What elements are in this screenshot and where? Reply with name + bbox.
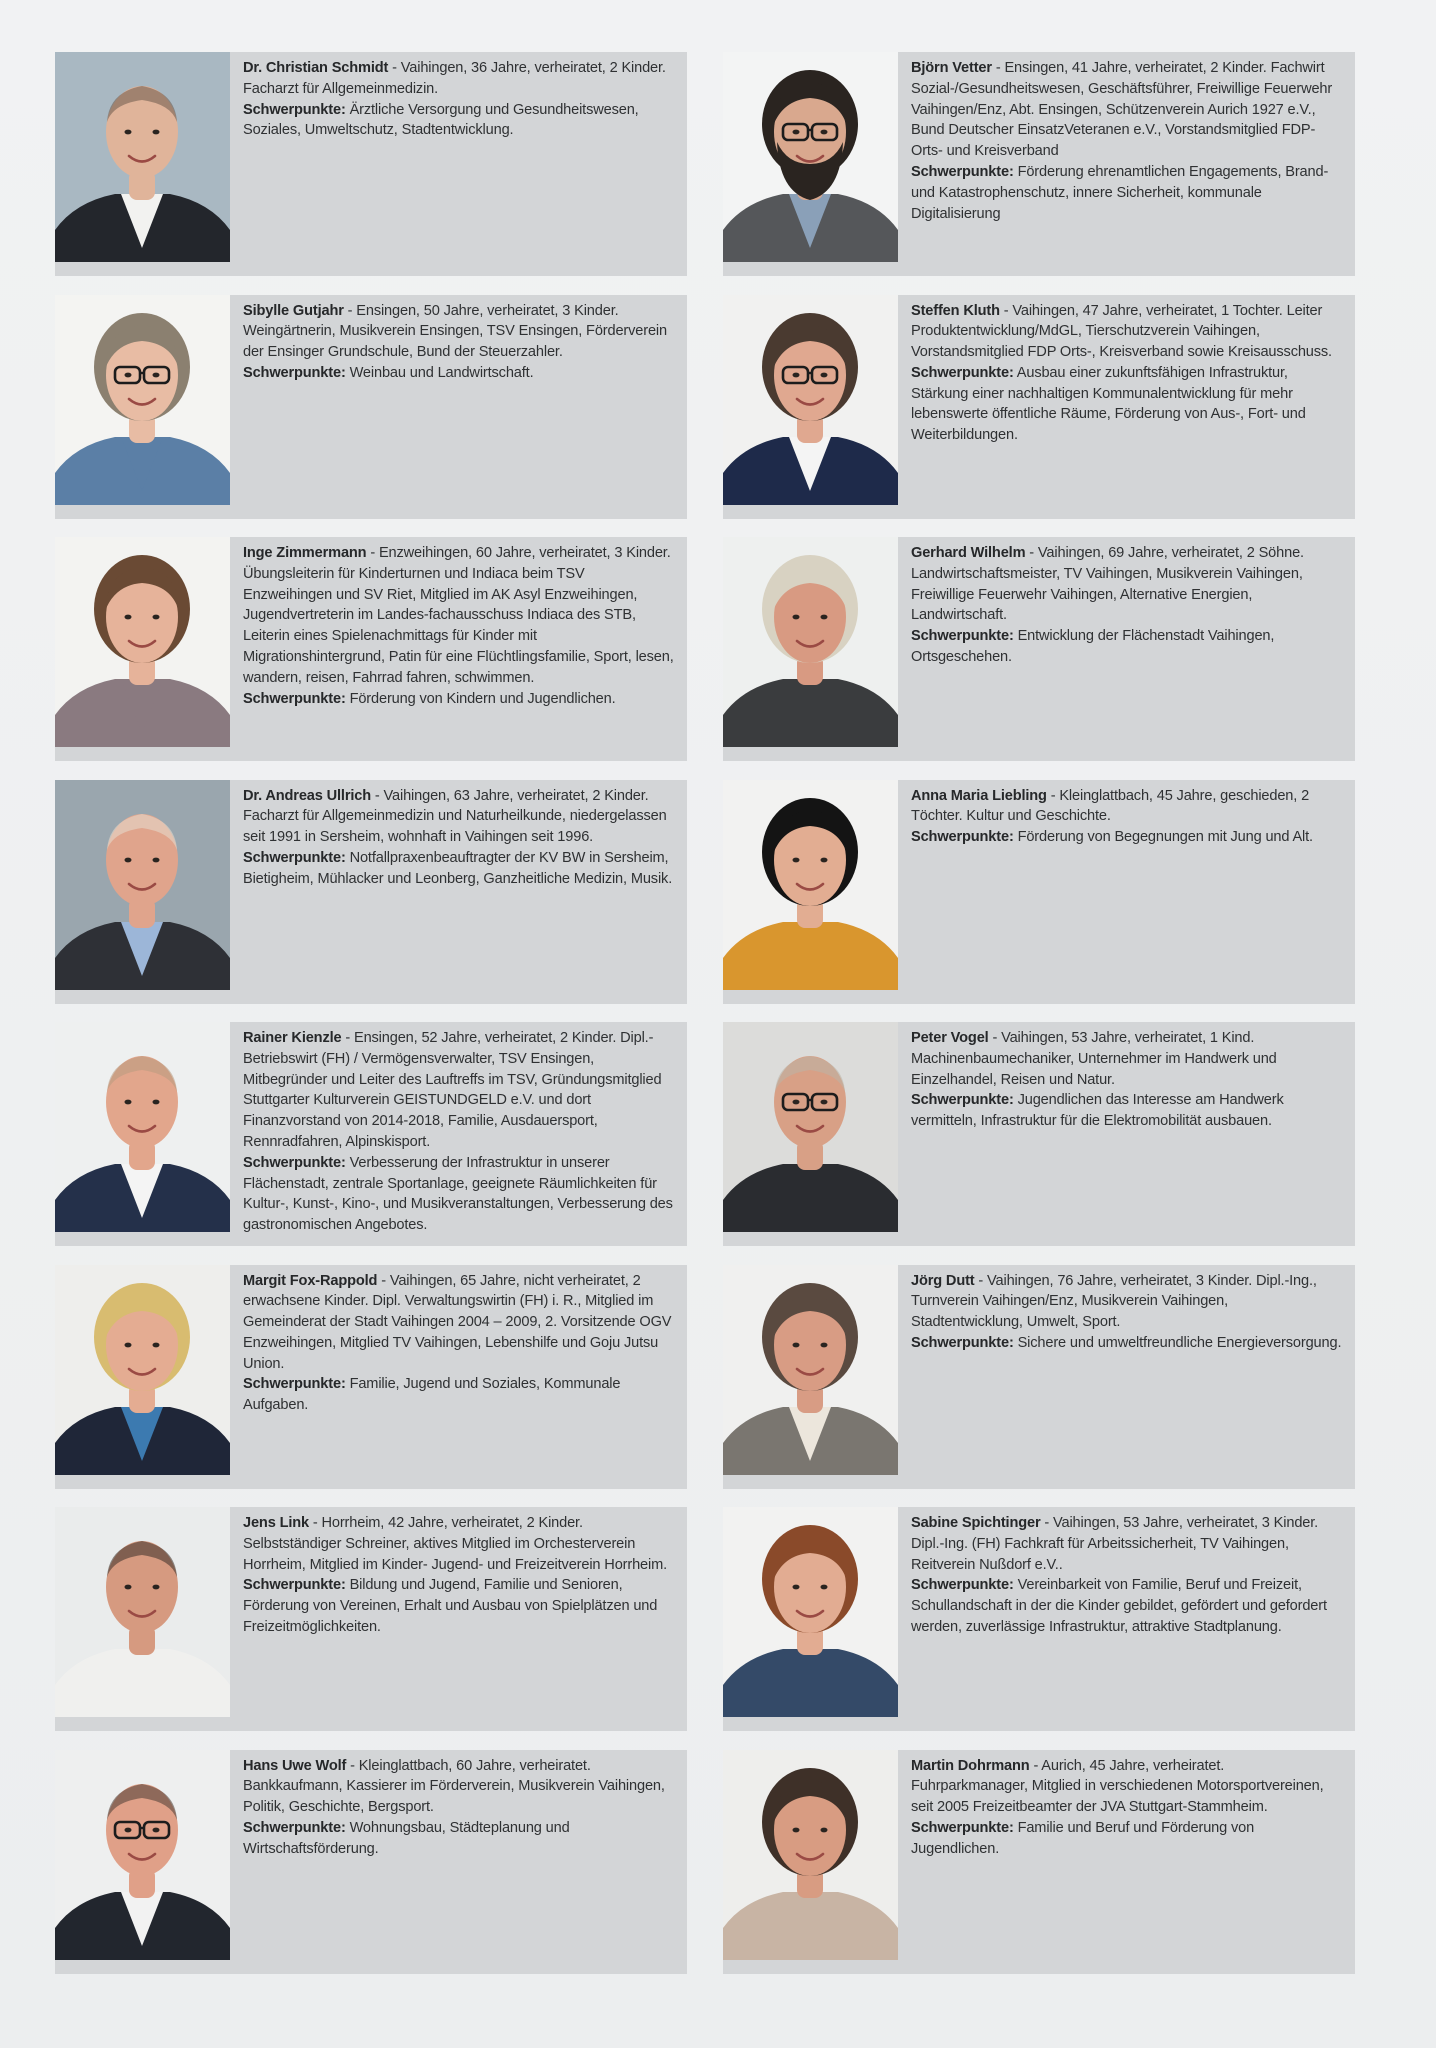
candidate-photo xyxy=(55,780,230,990)
eye-right xyxy=(153,1827,160,1832)
candidate-focus xyxy=(243,1153,675,1236)
candidate-name: Gerhard Wilhelm xyxy=(911,545,1026,561)
candidate-intro: - Vaihingen, 53 Jahre, verheiratet, 3 Kinder. Dipl.-Ing. (FH) Fachkraft für Arbeitssicherheit, TV Vaihingen, Reitverein Nußdorf e.V.. xyxy=(911,1515,1319,1573)
eye-right xyxy=(153,130,160,135)
portrait-illustration xyxy=(55,1022,230,1232)
focus-label: Schwerpunkte: xyxy=(911,628,1014,645)
eye-left xyxy=(793,1342,800,1347)
candidate-text xyxy=(898,1507,1355,1731)
candidate-name: Hans Uwe Wolf xyxy=(243,1757,347,1774)
candidate-text xyxy=(898,537,1355,761)
eye-right xyxy=(153,1342,160,1347)
portrait-illustration xyxy=(55,1507,230,1717)
eye-right xyxy=(153,1585,160,1590)
eye-right xyxy=(821,615,828,620)
focus-label: Schwerpunkte: xyxy=(911,1092,1014,1109)
eye-left xyxy=(125,1100,132,1105)
candidate-intro: - Aurich, 45 Jahre, verheiratet. Fuhrparkmanager, Mitglied in verschiedenen Motorsportvereinen, seit 2005 Freizeitbeamter der JVA Stuttgart-Stammheim. xyxy=(911,1757,1324,1816)
focus-label: Schwerpunkte: xyxy=(911,163,1014,180)
portrait-illustration xyxy=(723,1750,898,1960)
candidate-text xyxy=(898,52,1355,276)
candidate-card xyxy=(55,1022,687,1246)
candidate-text xyxy=(898,780,1355,1004)
candidate-focus-text: Förderung ehrenamtlichen Engagements, Brand- und Katastrophenschutz, innere Sicherheit, kommunale Digitalisierung xyxy=(911,163,1329,222)
eye-left xyxy=(125,615,132,620)
eye-right xyxy=(153,615,160,620)
candidate-photo xyxy=(55,1750,230,1960)
candidate-photo xyxy=(723,1265,898,1475)
candidate-name: Rainer Kienzle xyxy=(243,1030,342,1046)
candidate-text xyxy=(898,1265,1355,1489)
candidate-card xyxy=(55,1507,687,1731)
candidate-intro: - Kleinglattbach, 45 Jahre, geschieden, 2 Töchter. Kultur und Geschichte. xyxy=(911,787,1310,825)
candidate-focus-text: Verbesserung der Infrastruktur in unserer Flächenstadt, zentrale Sportanlage, geeignete Räumlichkeiten für Kultur-, Kunst-, Kino-, und Musikveranstaltungen, Verbesserung des gastronomischen Angebotes. xyxy=(243,1154,673,1234)
candidate-focus-text: Jugendlichen das Interesse am Handwerk vermitteln, Infrastruktur für die Elektromobilität ausbauen. xyxy=(911,1092,1284,1130)
candidate-name: Martin Dohrmann xyxy=(911,1757,1030,1774)
candidate-bio xyxy=(243,58,675,100)
candidate-name: Dr. Andreas Ullrich xyxy=(243,787,371,804)
candidate-intro: - Vaihingen, 69 Jahre, verheiratet, 2 Söhne. Landwirtschaftsmeister, TV Vaihingen, Musikverein Vaihingen, Freiwillige Feuerwehr Vaihingen, Alternative Energien, Landwirtschaft. xyxy=(911,545,1304,624)
candidate-intro: - Vaihingen, 47 Jahre, verheiratet, 1 Tochter. Leiter Produktentwicklung/MdGL, Tierschutzverein Vaihingen, Vorstandsmitglied FDP Orts-, Kreisverband sowie Kreisausschuss. xyxy=(911,302,1332,361)
candidate-intro: - Vaihingen, 76 Jahre, verheiratet, 3 Kinder. Dipl.-Ing., Turnverein Vaihingen/Enz, Musikverein Vaihingen, Stadtentwicklung, Umwelt, Sport. xyxy=(911,1272,1317,1331)
candidate-bio xyxy=(911,1513,1343,1575)
candidate-intro: - Kleinglattbach, 60 Jahre, verheiratet. Bankkaufmann, Kassierer im Förderverein, Musikverein Vaihingen, Politik, Geschichte, Bergsport. xyxy=(243,1757,665,1816)
portrait-illustration xyxy=(723,295,898,505)
candidate-bio xyxy=(911,1271,1343,1333)
candidate-intro: - Enzweihingen, 60 Jahre, verheiratet, 3 Kinder. Übungsleiterin für Kinderturnen und Indiaca beim TSV Enzweihingen und SV Riet, Mitglied im AK Asyl Enzweihingen, Jugendvertreterin im Landes-fachausschuss Indiaca des STB, Leiterin eines Spielenachmittags für Kinder mit Migrationshintergrund, Patin für eine Flüchtlingsfamilie, Sport, lesen, wandern, reisen, Fahrrad fahren, schwimmen. xyxy=(243,545,674,686)
candidate-focus-text: Notfallpraxenbeauftragter der KV BW in Sersheim, Bietigheim, Mühlacker und Leonberg, Ganzheitliche Medizin, Musik. xyxy=(243,849,673,887)
portrait-illustration xyxy=(55,1265,230,1475)
eye-right xyxy=(821,1100,828,1105)
eye-left xyxy=(793,1100,800,1105)
candidate-intro: - Vaihingen, 63 Jahre, verheiratet, 2 Kinder. Facharzt für Allgemeinmedizin und Naturheilkunde, niedergelassen seit 1991 in Sersheim, wohnhaft in Vaihingen seit 1996. xyxy=(243,787,667,846)
candidate-photo xyxy=(723,1750,898,1960)
candidate-focus xyxy=(243,363,675,384)
candidate-focus-text: Förderung von Kindern und Jugendlichen. xyxy=(345,690,616,707)
candidate-card xyxy=(55,1750,687,1974)
candidate-focus xyxy=(911,626,1343,668)
eye-right xyxy=(821,130,828,135)
eye-right xyxy=(153,1100,160,1105)
candidate-text xyxy=(230,295,687,519)
candidate-bio xyxy=(243,786,675,848)
eye-right xyxy=(821,1827,828,1832)
candidate-intro: - Horrheim, 42 Jahre, verheiratet, 2 Kinder. Selbstständiger Schreiner, aktives Mitglied im Orchesterverein Horrheim, Mitglied im Kinder- Jugend- und Freizeitverein Horrheim. xyxy=(243,1515,668,1573)
candidate-bio xyxy=(243,301,675,363)
candidate-photo xyxy=(723,780,898,990)
candidate-text xyxy=(230,1022,687,1246)
focus-label: Schwerpunkte: xyxy=(243,364,346,381)
candidate-focus-text: Vereinbarkeit von Familie, Beruf und Freizeit, Schullandschaft in der die Kinder gebildet, gefördert und gefordert werden, zuverlässige Infrastruktur, attraktive Stadtplanung. xyxy=(911,1577,1327,1635)
candidate-focus-text: Förderung von Begegnungen mit Jung und Alt. xyxy=(1013,829,1313,846)
portrait-illustration xyxy=(723,537,898,747)
candidate-photo xyxy=(55,1022,230,1232)
candidate-name: Sibylle Gutjahr xyxy=(243,302,344,319)
candidate-intro: - Vaihingen, 53 Jahre, verheiratet, 1 Kind. Machinenbaumechaniker, Unternehmer im Handwerk und Einzelhandel, Reisen und Natur. xyxy=(911,1030,1277,1088)
candidate-bio xyxy=(243,543,675,689)
candidate-bio xyxy=(243,1028,675,1153)
candidate-name: Björn Vetter xyxy=(911,60,992,76)
portrait-illustration xyxy=(55,295,230,505)
eye-left xyxy=(793,615,800,620)
candidate-card xyxy=(55,1265,687,1489)
candidate-bio xyxy=(243,1271,675,1375)
candidate-focus xyxy=(911,1333,1343,1354)
portrait-illustration xyxy=(723,1507,898,1717)
candidate-focus-text: Entwicklung der Flächenstadt Vaihingen, Ortsgeschehen. xyxy=(911,628,1275,665)
candidate-text xyxy=(898,295,1355,519)
portrait-illustration xyxy=(723,52,898,262)
candidate-intro: - Ensingen, 41 Jahre, verheiratet, 2 Kinder. Fachwirt Sozial-/Gesundheitswesen, Geschäftsführer, Freiwillige Feuerwehr Vaihingen/Enz, Abt. Ensingen, Schützenverein Aurich 1927 e.V., Bund Deutscher EinsatzVeteranen e.V., Vorstandsmitglied FDP-Orts- und Kreisverband xyxy=(911,60,1333,160)
candidate-focus-text: Sichere und umweltfreundliche Energieversorgung. xyxy=(1013,1334,1342,1351)
candidate-name: Margit Fox-Rappold xyxy=(243,1272,378,1289)
portrait-illustration xyxy=(55,780,230,990)
focus-label: Schwerpunkte: xyxy=(911,1819,1014,1836)
candidate-text xyxy=(898,1750,1355,1974)
portrait-illustration xyxy=(55,537,230,747)
candidate-name: Steffen Kluth xyxy=(911,302,1000,319)
candidate-focus-text: Bildung und Jugend, Familie und Senioren, Förderung von Vereinen, Erhalt und Ausbau von Spielplätzen und Freizeitmöglichkeiten. xyxy=(243,1577,658,1635)
candidate-focus-text: Familie, Jugend und Soziales, Kommunale Aufgaben. xyxy=(243,1376,621,1414)
candidate-grid xyxy=(55,52,1355,1974)
candidate-name: Anna Maria Liebling xyxy=(911,787,1047,804)
candidate-focus-text: Ausbau einer zukunftsfähigen Infrastruktur, Stärkung einer nachhaltigen Kommunalentwicklung für mehr lebenswerte öffentliche Räume, Förderung von Aus-, Fort- und Weiterbildungen. xyxy=(911,364,1306,444)
eye-right xyxy=(153,372,160,377)
candidate-photo xyxy=(723,1507,898,1717)
eye-left xyxy=(125,1827,132,1832)
candidate-focus xyxy=(243,1374,675,1416)
candidate-focus xyxy=(243,848,675,890)
candidate-text xyxy=(230,1265,687,1489)
focus-label: Schwerpunkte: xyxy=(243,1819,346,1836)
portrait-illustration xyxy=(723,1022,898,1232)
candidate-photo xyxy=(723,1022,898,1232)
candidate-intro: - Ensingen, 50 Jahre, verheiratet, 3 Kinder. Weingärtnerin, Musikverein Ensingen, TSV Ensingen, Förderverein der Ensinger Grundschule, Bund der Steuerzahler. xyxy=(243,302,667,361)
candidate-photo xyxy=(55,52,230,262)
eye-right xyxy=(821,1585,828,1590)
portrait-illustration xyxy=(55,1750,230,1960)
candidate-photo xyxy=(55,1265,230,1475)
candidate-text xyxy=(230,537,687,761)
candidate-focus xyxy=(243,1575,675,1637)
focus-label: Schwerpunkte: xyxy=(243,690,346,707)
candidate-bio xyxy=(243,1513,675,1575)
candidate-card xyxy=(55,780,687,1004)
eye-left xyxy=(793,857,800,862)
candidate-name: Peter Vogel xyxy=(911,1030,989,1046)
candidate-card xyxy=(723,1022,1355,1246)
candidate-card xyxy=(723,537,1355,761)
eye-right xyxy=(153,857,160,862)
candidate-card xyxy=(55,295,687,519)
candidate-text xyxy=(230,1507,687,1731)
candidate-focus-text: Wohnungsbau, Städteplanung und Wirtschaftsförderung. xyxy=(243,1819,570,1857)
candidate-card xyxy=(723,52,1355,276)
candidate-name: Sabine Spichtinger xyxy=(911,1515,1041,1531)
candidate-focus xyxy=(911,1818,1343,1860)
candidate-focus-text: Weinbau und Landwirtschaft. xyxy=(345,364,534,381)
candidate-focus xyxy=(243,1818,675,1860)
candidate-photo xyxy=(723,537,898,747)
eye-left xyxy=(125,1585,132,1590)
candidate-card xyxy=(723,1750,1355,1974)
portrait-illustration xyxy=(55,52,230,262)
candidate-focus xyxy=(911,1575,1343,1637)
candidate-bio xyxy=(911,786,1343,828)
candidate-photo xyxy=(55,295,230,505)
eye-left xyxy=(793,372,800,377)
focus-label: Schwerpunkte: xyxy=(911,1334,1014,1351)
candidate-photo xyxy=(723,295,898,505)
focus-label: Schwerpunkte: xyxy=(243,1154,346,1171)
candidate-bio xyxy=(911,1028,1343,1090)
candidate-intro: - Ensingen, 52 Jahre, verheiratet, 2 Kinder. Dipl.-Betriebswirt (FH) / Vermögensverwalter, TSV Ensingen, Mitbegründer und Leiter des Lauftreffs im TSV, Gründungsmitglied Stuttgarter Kulturverein GEISTUNDGELD e.V. und dort Finanzvorstand von 2014-2018, Familie, Ausdauersport, Rennradfahren, Alpinskisport. xyxy=(243,1030,662,1150)
eye-left xyxy=(793,1827,800,1832)
portrait-illustration xyxy=(723,780,898,990)
candidate-focus xyxy=(911,1090,1343,1132)
eye-left xyxy=(793,1585,800,1590)
candidate-bio xyxy=(911,1756,1343,1818)
candidate-text xyxy=(898,1022,1355,1246)
focus-label: Schwerpunkte: xyxy=(243,1577,346,1594)
focus-label: Schwerpunkte: xyxy=(243,849,346,866)
candidate-intro: - Vaihingen, 36 Jahre, verheiratet, 2 Kinder. Facharzt für Allgemeinmedizin. xyxy=(243,60,666,97)
candidate-name: Dr. Christian Schmidt xyxy=(243,60,389,76)
candidate-bio xyxy=(911,301,1343,363)
eye-left xyxy=(125,857,132,862)
candidate-card xyxy=(55,537,687,761)
candidate-bio xyxy=(911,58,1343,162)
candidate-focus xyxy=(243,100,675,142)
focus-label: Schwerpunkte: xyxy=(243,101,346,118)
candidate-focus xyxy=(911,827,1343,848)
candidate-bio xyxy=(243,1756,675,1818)
candidate-text xyxy=(230,1750,687,1974)
focus-label: Schwerpunkte: xyxy=(243,1376,346,1393)
candidate-photo xyxy=(55,537,230,747)
focus-label: Schwerpunkte: xyxy=(911,1577,1014,1594)
candidate-card xyxy=(723,1507,1355,1731)
candidate-card xyxy=(723,1265,1355,1489)
candidate-focus xyxy=(243,689,675,710)
candidate-text xyxy=(230,52,687,276)
eye-left xyxy=(125,372,132,377)
candidate-focus xyxy=(911,162,1343,224)
candidate-card xyxy=(55,52,687,276)
candidate-name: Jörg Dutt xyxy=(911,1272,975,1289)
candidate-card xyxy=(723,780,1355,1004)
candidate-focus xyxy=(911,363,1343,446)
eye-right xyxy=(821,372,828,377)
candidate-text xyxy=(230,780,687,1004)
focus-label: Schwerpunkte: xyxy=(911,829,1014,846)
portrait-illustration xyxy=(723,1265,898,1475)
candidate-card xyxy=(723,295,1355,519)
candidate-focus-text: Familie und Beruf und Förderung von Jugendlichen. xyxy=(911,1819,1255,1857)
candidate-photo xyxy=(55,1507,230,1717)
focus-label: Schwerpunkte: xyxy=(911,364,1014,381)
candidate-bio xyxy=(911,543,1343,626)
candidate-intro: - Vaihingen, 65 Jahre, nicht verheiratet, 2 erwachsene Kinder. Dipl. Verwaltungswirtin (FH) i. R., Mitglied im Gemeinderat der Stadt Vaihingen 2004 – 2009, 2. Vorsitzende OGV Enzweihingen, Mitglied TV Vaihingen, Lebenshilfe und Goju Jutsu Union. xyxy=(243,1272,672,1372)
candidate-photo xyxy=(723,52,898,262)
candidate-name: Inge Zimmermann xyxy=(243,545,367,561)
eye-right xyxy=(821,1342,828,1347)
eye-left xyxy=(125,130,132,135)
candidate-name: Jens Link xyxy=(243,1515,309,1531)
candidate-focus-text: Ärztliche Versorgung und Gesundheitswesen, Soziales, Umweltschutz, Stadtentwicklung. xyxy=(243,101,639,139)
eye-right xyxy=(821,857,828,862)
eye-left xyxy=(793,130,800,135)
eye-left xyxy=(125,1342,132,1347)
